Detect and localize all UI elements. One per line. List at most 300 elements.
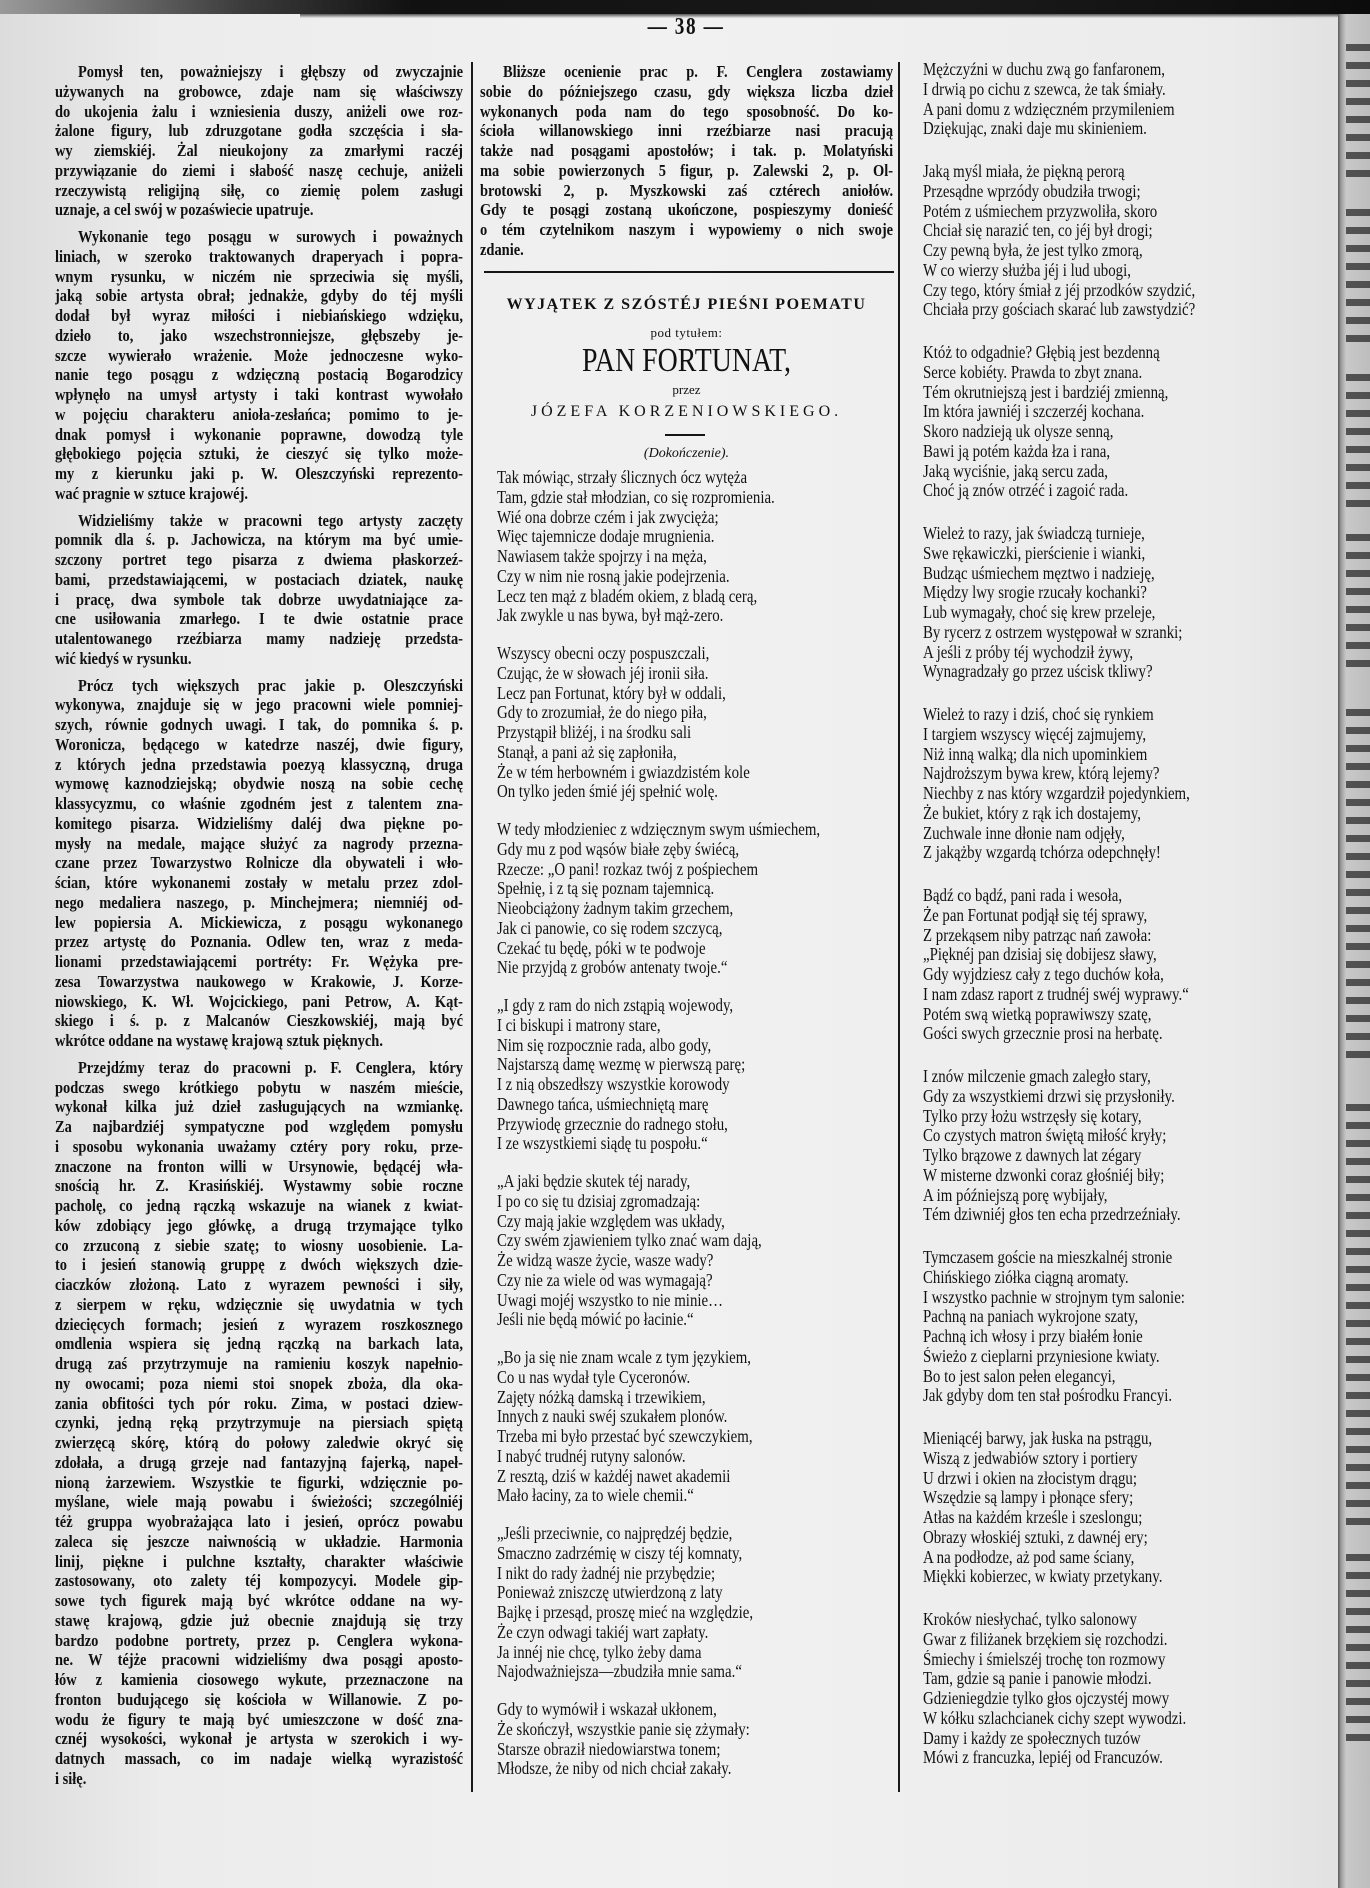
- text-line: lew popiersia A. Mickiewicza, z posągu wykonanego: [55, 912, 463, 932]
- verse-line: Wynagradzały go przez uścisk tkliwy?: [923, 662, 1153, 682]
- poem-author: JÓZEFA KORZENIOWSKIEGO.: [530, 403, 843, 420]
- text-line: Za najbardziéj sympatyczne pod względem pomysłu: [55, 1117, 463, 1136]
- verse-line: Gdy to zrozumiał, że do niego piła,: [497, 703, 707, 723]
- verse-line: Gości swych grzecznie prosi na herbatę.: [923, 1024, 1163, 1044]
- text-line: głębokiego pojęcia sztuki, że cieszyć się tylko może-: [55, 444, 463, 464]
- text-line: pomnik dla ś. p. Jachowicza, na którym ma być umie-: [55, 530, 463, 550]
- verse-line: Swe rękawiczki, pierścienie i wianki,: [923, 543, 1146, 563]
- verse-line: Czy swém zjawieniem tylko znać wam dają,: [497, 1231, 762, 1251]
- text-line: w pojęciu charakteru anioła-zesłańca; pomimo to je-: [55, 404, 463, 424]
- verse-line: Tam, gdzie stał młodzian, co się rozpromienia.: [497, 487, 775, 507]
- verse-line: Gdy mu z pod wąsów białe zęby świécą,: [497, 839, 740, 859]
- text-line: datnych massach, co im nadaje wielką wyrazistość: [55, 1749, 463, 1768]
- verse-line: Więc tajemnicze dodaje mrugnienia.: [497, 527, 715, 547]
- text-line: Widzieliśmy także w pracowni tego artysty zaczęty: [77, 510, 463, 530]
- text-line: zdołała, a drugą grzeje nad fantazyjną fajerką, napeł-: [55, 1452, 463, 1472]
- text-line: wykonanych poda nam do tego sposobność. Do ko-: [480, 101, 894, 121]
- text-line: Gdy te posągi zostaną ukończone, pospieszymy donieść: [480, 200, 894, 220]
- verse-line: Że czyn odwagi takiéj wart zapłaty.: [497, 1622, 709, 1642]
- adjacent-page-text-fragment: [1346, 98, 1370, 105]
- text-line: rzeczywistą religijną siłę, co ziemię polem zasługi: [55, 180, 463, 200]
- text-line: także nad posągami apostołów; i tak. p. Molatyński: [480, 141, 894, 160]
- adjacent-page-text-fragment: [1346, 1212, 1370, 1219]
- verse-line: Chciała przy gościach skarać lub zawstydzić?: [923, 300, 1196, 320]
- adjacent-page-text-fragment: [1346, 835, 1370, 842]
- text-line: i siłę.: [55, 1768, 87, 1788]
- adjacent-page-text-fragment: [1346, 889, 1370, 896]
- adjacent-page-text-fragment: [1346, 392, 1370, 399]
- text-line: z których jedna przedstawia poezyą klassyczną, druga: [55, 754, 463, 774]
- adjacent-page-text-fragment: [1346, 1320, 1370, 1327]
- adjacent-page-text-fragment: [1346, 853, 1370, 860]
- verse-line: Najodważniejsza—zbudziła mnie sama.“: [497, 1662, 742, 1682]
- verse-line: Przywiodę grzecznie do radnego stołu,: [497, 1114, 728, 1134]
- verse-line: Wiszą z jedwabiów sztory i portiery: [923, 1448, 1138, 1468]
- verse-line: Tylko brązowe z dawnych lat zégary: [923, 1146, 1142, 1165]
- adjacent-page-text-fragment: [1346, 1266, 1370, 1273]
- adjacent-page-text-fragment: [1346, 817, 1370, 824]
- verse-line: Mieniącéj barwy, jak łuska na pstrągu,: [923, 1429, 1153, 1448]
- poem-heading: WYJĄTEK Z SZÓSTÉJ PIEŚNI POEMATU: [506, 296, 867, 313]
- text-line: czane przez Towarzystwo Rolnicze dla obywateli i wło-: [55, 853, 463, 873]
- verse-line: „Bo ja się nie znam wcale z tym językiem,: [497, 1348, 752, 1367]
- verse-line: Między lwy srogie rzucały kochanki?: [923, 583, 1147, 603]
- verse-line: Zuchwale inne dłonie nam odjęły,: [923, 823, 1125, 843]
- adjacent-page-text-fragment: [1346, 1698, 1370, 1705]
- poem-stanza: [497, 820, 897, 978]
- poem-stanza: [923, 343, 1331, 501]
- verse-line: Kroków niesłychać, tylko salonowy: [923, 1610, 1138, 1629]
- adjacent-page-text-fragment: [1346, 943, 1370, 950]
- verse-line: I po co się tu dzisiaj zgromadzają:: [497, 1191, 701, 1211]
- adjacent-page-text-fragment: [1346, 1122, 1370, 1129]
- text-line: pacholę, co jedną rączką wskazuje na wianek z kwiat-: [55, 1196, 463, 1215]
- verse-line: Czy mają jakie względem was układy,: [497, 1211, 725, 1231]
- text-line: i pracę, dwa symbole tak dobrze uwydatniające za-: [55, 589, 463, 609]
- verse-line: Skoro nadzieją uk olysze senną,: [923, 422, 1114, 441]
- adjacent-page-text-fragment: [1346, 1158, 1370, 1165]
- verse-line: „Pięknéj pan dzisiaj się dobijesz sławy,: [923, 945, 1157, 965]
- adjacent-page-text-fragment: [1346, 624, 1370, 631]
- text-line: ma sobie powierzonych 5 figur, p. Zalewski 2, p. Ol-: [480, 160, 894, 180]
- verse-line: A pani domu z wdzięczném przymileniem: [923, 99, 1175, 119]
- verse-line: Wieleż to razy, jak świadczą turnieje,: [923, 524, 1145, 543]
- poem-stanza: [923, 705, 1331, 863]
- adjacent-page-text-fragment: [1346, 1338, 1370, 1345]
- verse-line: Starsze obraził niedowiarstwa tonem;: [497, 1739, 721, 1759]
- paragraph: [480, 62, 893, 260]
- text-line: linij, piękne i pulchne kształty, charakter właściwie: [55, 1551, 463, 1571]
- text-line: nioną żarzewiem. Wszystkie te figurki, wdzięcznie po-: [55, 1472, 463, 1492]
- poem-stanza: [923, 1248, 1331, 1406]
- verse-line: Że bukiet, który z rąk ich dostajemy,: [923, 803, 1141, 823]
- adjacent-page-text-fragment: [1346, 464, 1370, 471]
- verse-line: Tém okrutniejszą jest i bardziéj zmienną,: [923, 382, 1169, 402]
- verse-line: Dziękując, znaki daje mu skinieniem.: [923, 119, 1147, 139]
- text-line: ne. W téjże pracowni widzieliśmy dwa posągi aposto-: [55, 1650, 463, 1670]
- text-line: ków zdobiący jego główkę, a drugą trzymające tylko: [55, 1215, 463, 1235]
- text-line: z sierpem w ręku, wdzięcznie się uwydatnia w tych: [55, 1294, 463, 1314]
- verse-line: Tymczasem goście na mieszkalnéj stronie: [923, 1248, 1173, 1267]
- adjacent-page-text-fragment: [1346, 763, 1370, 770]
- adjacent-page-text-fragment: [1346, 709, 1370, 716]
- verse-line: Wszędzie są lampy i płonące sfery;: [923, 1488, 1134, 1508]
- verse-line: Że pan Fortunat podjął się téj sprawy,: [923, 905, 1148, 925]
- verse-line: Nim się rozpocznie rada, albo gody,: [497, 1035, 712, 1055]
- verse-line: Z resztą, dziś w każdéj nawet akademii: [497, 1466, 731, 1486]
- text-line: fronton budującego się kościoła w Willanowie. Z po-: [55, 1689, 463, 1709]
- verse-line: Mówi z francuzka, lepiéj od Francuzów.: [923, 1748, 1163, 1768]
- verse-line: Nieobciążony żadnym takim grzechem,: [497, 899, 734, 918]
- verse-line: Tém dziwniéj głos ten echa przedrzeźniały.: [923, 1205, 1181, 1225]
- verse-line: Potém z uśmiechem przyzwoliła, skoro: [923, 201, 1158, 221]
- poem-stanza: [497, 468, 897, 626]
- paragraph: [55, 62, 463, 220]
- verse-line: Przesądne wprzódy obudziła trwogi;: [923, 181, 1141, 201]
- text-line: wać pragnie w sztuce krajowéj.: [55, 483, 249, 503]
- text-line: szczony portret tego pisarza z dwiema płaskorzeź-: [55, 550, 463, 569]
- adjacent-page-text-fragment: [1346, 1554, 1370, 1561]
- text-line: do ukojenia żalu i wzniesienia duszy, aniżeli owe roz-: [55, 101, 463, 121]
- adjacent-page-text-fragment: [1346, 170, 1370, 177]
- adjacent-page-text-fragment: [1346, 281, 1370, 288]
- text-line: dodał był wyraz miłości i niebiańskiego wdzięku,: [55, 306, 463, 325]
- verse-line: Bo to jest salon pełen elegancyi,: [923, 1366, 1116, 1386]
- verse-line: Co u nas wydał tyle Cyceronów.: [497, 1367, 691, 1387]
- verse-line: Z jakążby wzgardą tchórza odepchnęły!: [923, 843, 1161, 863]
- poem-stanza: [923, 886, 1331, 1044]
- text-line: stawę krajową, gdzie już obecnie znajdują się trzy: [55, 1610, 463, 1630]
- verse-line: Czy w nim nie rosną jakie podejrzenia.: [497, 566, 730, 586]
- adjacent-page-text-fragment: [1346, 152, 1370, 159]
- adjacent-page-text-fragment: [1346, 80, 1370, 87]
- poem-stanza: [497, 1348, 897, 1506]
- adjacent-page-text-fragment: [1346, 1464, 1370, 1471]
- adjacent-page-text-fragment: [1346, 500, 1370, 507]
- verse-line: Czy tego, który śmiał z jéj przodków szydzić,: [923, 280, 1196, 300]
- verse-line: W tedy młodzieniec z wdzięcznym swym uśmiechem,: [497, 820, 821, 839]
- verse-line: I nikt do rady żadnéj nie przybędzie;: [497, 1563, 716, 1583]
- verse-line: Rzecze: „O pani! rozkaz twój z pośpiechem: [497, 859, 759, 879]
- text-line: co zrzuconą z siebie szatę; to wiosny uosobienie. La-: [55, 1235, 463, 1255]
- paragraph: [55, 1058, 463, 1789]
- text-line: szcze wywierało wrażenie. Może jednoczesne wyko-: [55, 345, 463, 365]
- verse-line: A na podłodze, aż pod same ściany,: [923, 1547, 1135, 1567]
- verse-line: Ja innéj nie chcę, tylko żeby dama: [497, 1642, 702, 1662]
- text-line: dnak pomysł i wykonanie poprawne, dowodzą tyle: [55, 424, 463, 444]
- verse-line: Młodsze, że niby od nich chciał zakały.: [497, 1759, 732, 1779]
- text-line: Bliższe ocenienie prac p. F. Cenglera zostawiamy: [502, 62, 894, 81]
- verse-line: Z przekąsem niby patrząc nań zawoła:: [923, 925, 1152, 945]
- text-line: wodu że figury te mają być umieszczone w dość zna-: [55, 1709, 463, 1729]
- verse-line: Damy i każdy ze społecznych tuzów: [923, 1728, 1141, 1748]
- verse-line: Najdroższym bywa krew, którą lejemy?: [923, 764, 1160, 784]
- text-line: wy ziemskiéj. Żal nieukojony za zmarłymi raczéj: [55, 141, 463, 160]
- poem-stanza: [923, 1429, 1331, 1587]
- poem-stanza: [497, 644, 897, 802]
- text-line: czynki, jedną ręką przytrzymuje na piersiach spiętą: [55, 1413, 463, 1433]
- verse-line: Zajęty nóżką damską i trzewikiem,: [497, 1387, 706, 1407]
- verse-line: Gwar z filiżanek brzękiem się rozchodzi.: [923, 1629, 1168, 1649]
- article-column-2-intro: [480, 62, 893, 267]
- poem-stanza: [923, 60, 1331, 139]
- adjacent-page-text-fragment: [1346, 1446, 1370, 1453]
- verse-line: Bajkę i przesąd, proszę mieć na względzie,: [497, 1603, 754, 1622]
- adjacent-page-text-fragment: [1346, 1644, 1370, 1651]
- text-line: to i jesień stanowią gruppę z dwóch większych dzie-: [55, 1255, 463, 1275]
- verse-line: Jak zwykle u nas bywa, był mąż-zero.: [497, 606, 724, 626]
- text-line: cznéj wysokości, wykonał je artysta w szerokich i wy-: [55, 1729, 463, 1749]
- text-line: szych, równie godnych uwagi. I tak, do pomnika ś. p.: [55, 715, 463, 734]
- verse-line: I ze wszystkiemi siądę tu pospołu.“: [497, 1134, 708, 1154]
- verse-line: Niż inną walką; dla nich upominkiem: [923, 744, 1148, 764]
- adjacent-page-text-fragment: [1346, 1716, 1370, 1723]
- text-line: zwierzęcą skórę, którą do połowy zaledwie okryć się: [55, 1433, 463, 1452]
- verse-line: A jeśli z próby téj wychodził żywy,: [923, 642, 1134, 662]
- adjacent-page-text-fragment: [1346, 745, 1370, 752]
- verse-line: Mężczyźni w duchu zwą go fanfaronem,: [923, 60, 1166, 79]
- poem-column-2: [497, 468, 897, 1797]
- adjacent-page-text-fragment: [1346, 727, 1370, 734]
- text-line: Woronicza, będącego w katedrze naszéj, dwie figury,: [55, 734, 463, 754]
- adjacent-page-text-fragment: [1346, 446, 1370, 453]
- text-line: drugą zaś przytrzymuje na ramieniu koszyk napełnio-: [55, 1354, 463, 1373]
- verse-line: Obrazy włoskiéj sztuki, z dawnéj ery;: [923, 1527, 1148, 1547]
- verse-line: Niechby z nas który wzgardził pojedynkiem,: [923, 784, 1190, 803]
- text-line: dziecięcych formach; jesień z wyrazem roszkosznego: [55, 1314, 463, 1334]
- text-line: my z kierunku jaki p. W. Oleszczyński reprezento-: [55, 464, 463, 483]
- text-line: snością hr. Z. Krasińskiéj. Wystawmy sobie roczne: [55, 1176, 463, 1196]
- adjacent-page-text-fragment: [1346, 1482, 1370, 1489]
- text-line: utalentowanego rzeźbiarza mamy nadzieję przedsta-: [55, 629, 463, 648]
- paragraph: [55, 227, 463, 504]
- adjacent-page-text-fragment: [1346, 1680, 1370, 1687]
- text-line: lionami przedstawiającemi portréty: Fr. Wężyka pre-: [55, 952, 463, 971]
- poem-stanza: [923, 162, 1331, 320]
- verse-line: Dawnego tańca, uśmiechniętą marę: [497, 1094, 709, 1114]
- verse-line: Mało łaciny, za to wiele chemii.“: [497, 1486, 694, 1506]
- poem-stanza: [923, 1610, 1331, 1768]
- text-line: ścioła willanowskiego inni rzeźbiarze nasi pracują: [480, 121, 894, 141]
- adjacent-page-text-fragment: [1346, 606, 1370, 613]
- adjacent-page-text-fragment: [1346, 642, 1370, 649]
- text-line: używanych na grobowce, zdaje nam się właściwszy: [55, 81, 463, 101]
- verse-line: Miękki kobierzec, w kwiaty przetykany.: [923, 1567, 1163, 1587]
- verse-line: Jaką wyciśnie, jaką sercu zada,: [923, 461, 1109, 481]
- text-line: zania obfitości tych pór roku. Zima, w postaci dziew-: [55, 1393, 463, 1413]
- poem-title: PAN FORTUNAT,: [581, 342, 792, 379]
- text-line: Prócz tych większych prac jakie p. Oleszczyński: [77, 675, 463, 695]
- verse-line: „Jeśli przeciwnie, co najprędzéj będzie,: [497, 1524, 733, 1543]
- adjacent-page-text-fragment: [1346, 799, 1370, 806]
- text-line: sobie do późniejszego czasu, gdy większa liczba dzieł: [480, 81, 894, 101]
- adjacent-page-text-fragment: [1346, 116, 1370, 123]
- column-divider-2: [898, 62, 900, 1792]
- verse-line: Choć ją znów otrzéć i zagoić rada.: [923, 481, 1129, 501]
- text-line: wykonał kilka już dzieł zasługujących na wzmiankę.: [55, 1097, 463, 1117]
- adjacent-page-text-fragment: [1346, 1428, 1370, 1435]
- poem-stanza: [923, 1067, 1331, 1225]
- verse-line: Przystąpił bliżéj, i na środku sali: [497, 723, 692, 742]
- text-line: żalone figury, lub zdruzgotane godła szczęścia i sła-: [55, 121, 463, 141]
- adjacent-page-text-fragment: [1346, 44, 1370, 51]
- verse-line: I ci biskupi i matrony stare,: [497, 1015, 661, 1035]
- verse-line: Świeżo z cieplarni przyniesione kwiaty.: [923, 1346, 1160, 1366]
- text-line: wymowę kaznodziejską; obydwie noszą na sobie cechę: [55, 774, 463, 794]
- text-line: cne usiłowania zmarłego. I te dwie ostatnie prace: [55, 609, 463, 629]
- adjacent-page-text-fragment: [1346, 534, 1370, 541]
- poem-by: przez: [672, 382, 701, 397]
- adjacent-page-text-fragment: [1346, 1734, 1370, 1741]
- paragraph: [55, 676, 463, 1051]
- verse-line: Uwagi mojéj wszystko to nie minie…: [497, 1290, 723, 1310]
- poem-note: (Dokończenie).: [643, 446, 730, 461]
- verse-line: I znów milczenie gmach zaległo stary,: [923, 1067, 1151, 1086]
- poem-stanza: [497, 1700, 897, 1779]
- verse-line: Serce kobiéty. Prawda to zbyt znana.: [923, 362, 1143, 382]
- verse-line: I targiem wszyscy więcéj zajmujemy,: [923, 724, 1147, 744]
- verse-line: Że widzą wasze życie, wasze wady?: [497, 1251, 714, 1270]
- text-line: zastosowany, oto zalety téj kompozycyi. Modele gip-: [55, 1571, 463, 1591]
- scan-top-shadow: [300, 14, 1340, 18]
- verse-line: Że w tém herbowném i gwiazdzistém kole: [497, 762, 750, 782]
- verse-line: „I gdy z ram do nich zstąpią wojewody,: [497, 996, 734, 1015]
- adjacent-page-text-fragment: [1346, 1194, 1370, 1201]
- adjacent-page-text-fragment: [1346, 1608, 1370, 1615]
- adjacent-page-text-fragment: [1346, 570, 1370, 577]
- text-line: omdlenia wspiera się jedną rączką na barkach lata,: [55, 1334, 463, 1354]
- verse-line: Czując, że w słowach jéj ironii siła.: [497, 663, 709, 683]
- adjacent-page-text-fragment: [1346, 1284, 1370, 1291]
- text-line: Wykonanie tego posągu w surowych i poważnych: [77, 227, 463, 246]
- text-line: zesa Towarzystwa naukowego w Krakowie, J. Korze-: [55, 971, 463, 991]
- verse-line: I z nią obszedłszy wszystkie korowody: [497, 1075, 730, 1094]
- adjacent-page-text-fragment: [1346, 134, 1370, 141]
- verse-line: Nawiasem także spojrzy i na męża,: [497, 547, 707, 566]
- verse-line: Innych z nauki swéj szukałem plonów.: [497, 1407, 728, 1427]
- verse-line: Gdzieniegdzie tylko głos ojczystéj mowy: [923, 1689, 1170, 1708]
- text-line: Pomysł ten, poważniejszy i głębszy od zwyczajnie: [77, 62, 463, 81]
- verse-line: I nam zdasz raport z trudnéj swéj wyprawy.“: [923, 984, 1189, 1004]
- text-line: bardzo podobne portrety, przez p. Cenglera wykona-: [55, 1630, 463, 1650]
- text-line: wykonywa, znajduje się w jego pracowni wiele pomniej-: [55, 695, 463, 715]
- text-line: liniach, w szeroko traktowanych draperyach i popra-: [55, 246, 463, 266]
- poem-stanza: [497, 1172, 897, 1330]
- adjacent-page-text-fragment: [1346, 335, 1370, 342]
- verse-line: Jaką myśl miała, że piękną perorą: [923, 162, 1125, 181]
- verse-line: I nabyć trudnéj rutyny salonów.: [497, 1446, 686, 1466]
- title-rule: [665, 434, 705, 436]
- adjacent-page-text-fragment: [1346, 961, 1370, 968]
- text-line: jaką sobie artysta obrał; jednakże, gdyby do téj myśli: [55, 286, 463, 306]
- verse-line: Wié ona dobrze czém i jak zwycięża;: [497, 507, 719, 527]
- adjacent-page-text-fragment: [1346, 1626, 1370, 1633]
- text-line: ciaczków złożoną. Lato z wyrazem pewności i siły,: [55, 1275, 463, 1294]
- verse-line: Co czystych matron świętą miłość kryły;: [923, 1126, 1167, 1146]
- verse-line: Lecz ten mąż z bladém okiem, z bladą cerą,: [497, 586, 758, 606]
- adjacent-page-text-fragment: [1346, 1033, 1370, 1040]
- adjacent-page-text-fragment: [1346, 907, 1370, 914]
- verse-line: Czekać tu będę, póki w te podwoje: [497, 938, 706, 958]
- text-line: wkrótce oddane na wystawę krajową sztuk pięknych.: [55, 1031, 383, 1050]
- text-line: nanie tego posągu z wdzięczną postacią Bogarodzicy: [55, 365, 463, 385]
- text-line: uznaje, a cel swój w pozaświecie upatruje.: [55, 200, 314, 220]
- text-line: brotowski 2, p. Myszkowski zaś cztérech aniołów.: [480, 180, 894, 200]
- adjacent-page-text-fragment: [1346, 1590, 1370, 1597]
- text-line: zaleca się jeszcze naiwnością w układzie. Harmonia: [55, 1531, 463, 1551]
- column-divider-1: [471, 62, 473, 1792]
- adjacent-page-edge: [1338, 14, 1370, 1888]
- text-line: podczas swego krótkiego pobytu w naszém mieście,: [55, 1077, 463, 1097]
- verse-line: Wieleż to razy i dziś, choć się rynkiem: [923, 705, 1154, 724]
- adjacent-page-text-fragment: [1346, 62, 1370, 69]
- verse-line: Chciał się narazić ten, co jéj był drogi;: [923, 221, 1153, 241]
- adjacent-page-text-fragment: [1346, 1104, 1370, 1111]
- adjacent-page-text-fragment: [1346, 1374, 1370, 1381]
- adjacent-page-text-fragment: [1346, 1572, 1370, 1579]
- verse-line: On tylko jeden śmié jéj spełnić wolę.: [497, 782, 719, 802]
- adjacent-page-text-fragment: [1346, 1662, 1370, 1669]
- scan-top-edge: [0, 0, 1370, 14]
- verse-line: Smaczno zadrzémię w ciszy téj komnaty,: [497, 1543, 743, 1563]
- text-line: nego medaliera naszego, p. Minchejmera; niemniéj od-: [55, 892, 463, 912]
- verse-line: I drwią po cichu z szewca, że tak śmiały.: [923, 79, 1166, 99]
- adjacent-page-text-fragment: [1346, 245, 1370, 252]
- text-line: klassycyzmu, co właśnie zgodném jest z talentem zna-: [55, 794, 463, 813]
- verse-line: Stanął, a pani aż się zapłoniła,: [497, 742, 677, 762]
- verse-line: Tylko przy łożu wstrzęsły się kotary,: [923, 1106, 1142, 1126]
- verse-line: Trzeba mi było przestać być szewczykiem,: [497, 1427, 753, 1446]
- text-line: Przejdźmy teraz do pracowni p. F. Cenglera, który: [77, 1057, 463, 1077]
- verse-line: Potém swą wietką poprawiwszy szatę,: [923, 1004, 1152, 1024]
- poem-stanza: [497, 996, 897, 1154]
- text-line: przez artystę do Poznania. Odlew ten, wraz z meda-: [55, 932, 463, 952]
- text-line: skiego i ś. p. z Malcanów Cieszkowskiéj, mają być: [55, 1011, 463, 1031]
- verse-line: Czy nie za wiele od was wymagają?: [497, 1270, 713, 1290]
- text-line: bami, przedstawiającemi, w postaciach dziatek, naukę: [55, 569, 463, 589]
- poem-subtitle: pod tytułem:: [650, 325, 723, 340]
- text-line: niowskiego, K. Wł. Wojcickiego, pani Petrow, A. Kąt-: [55, 991, 463, 1011]
- adjacent-page-text-fragment: [1346, 1230, 1370, 1237]
- adjacent-page-text-fragment: [1346, 410, 1370, 417]
- adjacent-page-text-fragment: [1346, 317, 1370, 324]
- adjacent-page-text-fragment: [1346, 1392, 1370, 1399]
- adjacent-page-text-fragment: [1346, 1015, 1370, 1022]
- text-line: o tém czytelnikom naszym i wypowiemy o nich swoje: [480, 220, 894, 239]
- adjacent-page-text-fragment: [1346, 1176, 1370, 1183]
- verse-line: Pachną na paniach wykrojone szaty,: [923, 1307, 1139, 1327]
- verse-line: Jak gdyby dom ten stał pośrodku Francyi.: [923, 1386, 1173, 1406]
- verse-line: Tak mówiąc, strzały ślicznych ócz wytęża: [497, 468, 748, 487]
- verse-line: Bawi ją potém każda łza i rana,: [923, 441, 1111, 461]
- text-line: téż gruppa wyobrażająca lato i jesień, oprócz powabu: [55, 1512, 463, 1531]
- adjacent-page-text-fragment: [1346, 871, 1370, 878]
- adjacent-page-text-fragment: [1346, 997, 1370, 1004]
- adjacent-page-text-fragment: [1346, 1518, 1370, 1525]
- verse-line: Jak ci panowie, co się rodem szczycą,: [497, 918, 723, 938]
- adjacent-page-text-fragment: [1346, 552, 1370, 559]
- text-line: ny owocami; poza niemi stoi snopek zboża, dla oka-: [55, 1373, 463, 1393]
- adjacent-page-text-fragment: [1346, 979, 1370, 986]
- text-line: zdanie.: [480, 239, 524, 259]
- text-line: wić kiedyś w rysunku.: [55, 648, 192, 668]
- verse-line: Lecz pan Fortunat, który był w oddali,: [497, 683, 726, 703]
- page-number: — 38 —: [647, 14, 725, 40]
- text-line: znaczone na fronton willi w Ursynowie, będącéj wła-: [55, 1156, 463, 1176]
- verse-line: Ponieważ zniszczę utwierdzoną z laty: [497, 1583, 723, 1603]
- text-line: przywiązanie do ziemi i słabość naszę cechuje, aniżeli: [55, 160, 463, 180]
- adjacent-page-text-fragment: [1346, 925, 1370, 932]
